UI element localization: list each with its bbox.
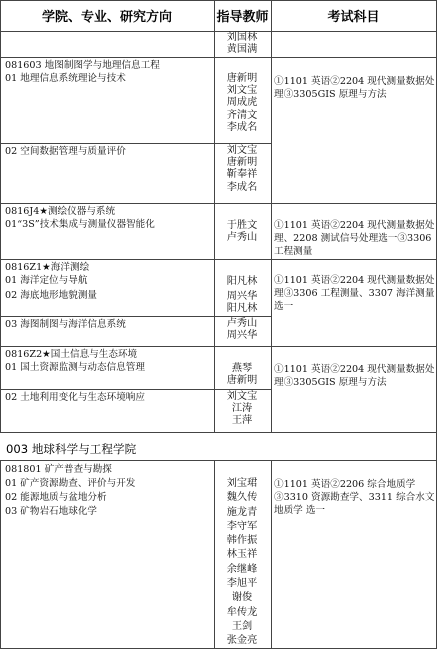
major-title: 0816Z2★国土信息与生态环境 bbox=[5, 349, 138, 360]
advisor-name: 刘宝珺 bbox=[226, 478, 258, 489]
advisor-name: 魏久传 bbox=[226, 492, 258, 504]
section-title: 003 地球科学与工程学院 bbox=[6, 442, 137, 456]
advisor-name: 卢秀山 bbox=[226, 232, 258, 244]
row-border bbox=[0, 460, 437, 461]
advisor-list bbox=[219, 291, 265, 315]
research-direction: 01 海洋定位与导航 bbox=[5, 275, 88, 286]
advisor-name: 王萍 bbox=[231, 415, 253, 427]
header-exam: 考试科目 bbox=[327, 10, 380, 25]
advisor-name: 齐清文 bbox=[226, 109, 258, 121]
row-divider bbox=[0, 143, 271, 144]
advisor-name: 卢秀山 bbox=[226, 318, 258, 329]
research-direction: 01 矿产资源勘查、评价与开发 bbox=[5, 478, 136, 489]
advisor-name: 江涛 bbox=[231, 403, 253, 415]
advisor-name: 李成名 bbox=[226, 121, 258, 133]
advisor-name: 周兴华 bbox=[226, 291, 258, 302]
row-border bbox=[0, 259, 437, 260]
research-direction: 02 海底地形地貌测量 bbox=[5, 290, 98, 301]
exam-subjects: ①1101 英语②2204 现代测量数据处理、2208 测试信号处理选一③3306 工程测量 bbox=[274, 220, 435, 258]
row-divider bbox=[0, 389, 271, 390]
advisor-list bbox=[219, 220, 265, 244]
exam-subjects: ①1101 英语②2204 现代测量数据处理③3305GIS 原理与方法 bbox=[274, 76, 435, 101]
column-divider-1-lower bbox=[214, 460, 215, 649]
research-direction: 01 国土资源监测与动态信息管理 bbox=[5, 362, 145, 373]
research-direction: 01 地理信息系统理论与技术 bbox=[5, 73, 126, 84]
major-title: 081603 地图制图学与地理信息工程 bbox=[5, 60, 160, 71]
advisor-name: 谢俊 bbox=[231, 592, 253, 604]
research-direction: 03 矿物岩石地球化学 bbox=[5, 506, 98, 517]
exam-subjects: ①1101 英语②2206 综合地质学③3310 资源勘查学、3311 综合水文地质学 选一 bbox=[274, 479, 435, 517]
advisor-name: 刘文宝 bbox=[226, 85, 258, 97]
advisor-list bbox=[219, 32, 265, 56]
advisor-name: 刘文宝 bbox=[226, 145, 258, 156]
advisor-name: 李成名 bbox=[226, 181, 258, 193]
advisor-name: 周成虎 bbox=[226, 97, 258, 109]
advisor-name: 李旭平 bbox=[226, 578, 258, 590]
advisor-list bbox=[219, 477, 265, 649]
advisor-name: 阳凡林 bbox=[226, 303, 258, 315]
research-direction: 02 土地利用变化与生态环境响应 bbox=[5, 392, 145, 403]
major-title: 081801 矿产普查与勘探 bbox=[5, 464, 112, 475]
advisor-name: 周兴华 bbox=[226, 330, 258, 342]
exam-subjects: ①1101 英语②2204 现代测量数据处理③3306 工程测量、3307 海洋测量 选一 bbox=[274, 275, 435, 313]
table-border-left bbox=[0, 0, 1, 432]
research-direction: 02 能源地质与盆地分析 bbox=[5, 492, 107, 503]
advisor-name: 韩作振 bbox=[226, 535, 258, 547]
advisor-list bbox=[219, 276, 265, 288]
research-direction: 01“3S”技术集成与测量仪器智能化 bbox=[5, 219, 155, 230]
advisor-name: 于胜文 bbox=[226, 220, 258, 231]
exam-subjects: ①1101 英语②2204 现代测量数据处理③3305GIS 原理与方法 bbox=[274, 364, 435, 389]
advisor-name: 刘文宝 bbox=[226, 391, 258, 402]
column-divider-1 bbox=[214, 0, 215, 432]
advisor-name: 施龙青 bbox=[226, 506, 258, 518]
row-border bbox=[0, 203, 437, 204]
advisor-name: 唐新明 bbox=[226, 375, 258, 387]
advisor-name: 燕琴 bbox=[231, 363, 253, 374]
advisor-name: 李守军 bbox=[226, 520, 258, 532]
advisor-list bbox=[219, 363, 265, 387]
table-border-left-lower bbox=[0, 460, 1, 649]
header-advisor: 指导教师 bbox=[216, 10, 269, 25]
advisor-name: 黄国满 bbox=[226, 44, 258, 56]
advisor-name: 唐新明 bbox=[226, 73, 258, 84]
advisor-name: 阳凡林 bbox=[226, 276, 258, 287]
advisor-name: 张金亮 bbox=[226, 635, 258, 647]
row-border bbox=[0, 432, 437, 433]
advisor-list bbox=[219, 318, 265, 342]
advisor-list bbox=[219, 145, 265, 194]
row-border bbox=[0, 346, 437, 347]
advisor-name: 余继峰 bbox=[226, 563, 258, 575]
advisor-name: 刘国林 bbox=[226, 32, 258, 43]
row-divider bbox=[0, 316, 271, 317]
advisor-name: 林玉祥 bbox=[226, 549, 258, 561]
research-direction: 03 海图制图与海洋信息系统 bbox=[5, 319, 126, 330]
advisor-list bbox=[219, 391, 265, 428]
column-divider-2-lower bbox=[271, 460, 272, 649]
research-direction: 02 空间数据管理与质量评价 bbox=[5, 146, 126, 157]
advisor-name: 牟传龙 bbox=[226, 606, 258, 618]
major-title: 0816Z1★海洋测绘 bbox=[5, 262, 90, 273]
advisor-name: 靳奉祥 bbox=[226, 169, 258, 181]
advisor-name: 唐新明 bbox=[226, 157, 258, 169]
advisor-list bbox=[219, 73, 265, 134]
row-border bbox=[0, 57, 437, 58]
major-title: 0816J4★测绘仪器与系统 bbox=[5, 206, 116, 217]
header-program: 学院、专业、研究方向 bbox=[41, 10, 172, 25]
column-divider-2 bbox=[271, 0, 272, 432]
advisor-name: 王剑 bbox=[231, 620, 253, 632]
